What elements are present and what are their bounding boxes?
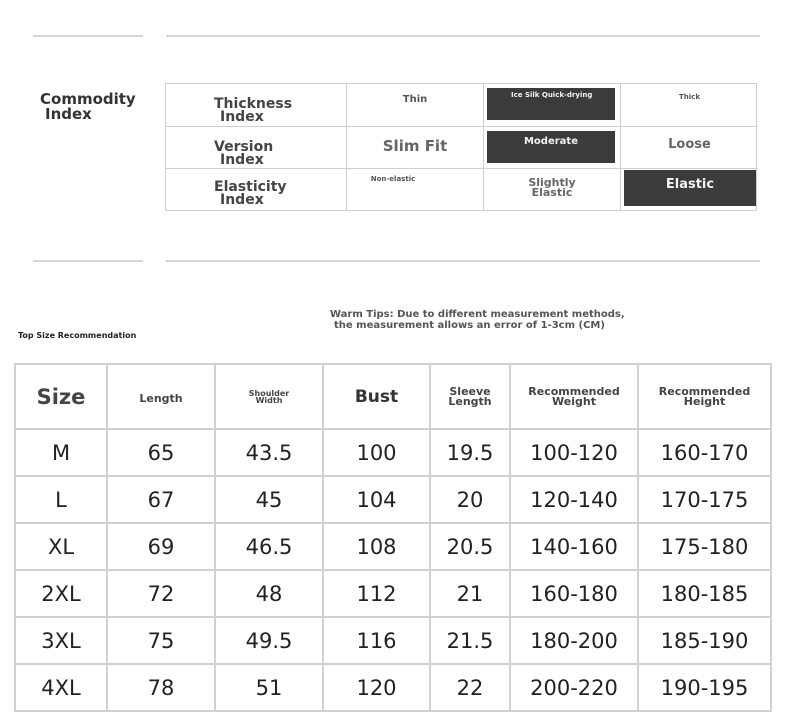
cell-sleeve-length: 20	[430, 476, 510, 523]
header-shoulder-width: Shoulder Width	[215, 364, 323, 429]
cell-bust: 116	[323, 617, 430, 664]
cell-sleeve-length: 19.5	[430, 429, 510, 476]
cell-shoulder-width: 43.5	[215, 429, 323, 476]
cell-size: XL	[15, 523, 107, 570]
cell-size: 3XL	[15, 617, 107, 664]
cell-bust: 112	[323, 570, 430, 617]
commodity-index-grid	[165, 83, 757, 211]
cell-recommended-weight: 200-220	[510, 664, 638, 711]
table-row	[15, 664, 771, 711]
elasticity-option-elastic-cell	[621, 169, 758, 210]
commodity-index-title	[40, 92, 136, 122]
commodity-index-title-line2: Index	[45, 105, 92, 123]
elasticity-option-slightly-elastic: Slightly Elastic	[484, 169, 621, 210]
header-bust: Bust	[323, 364, 430, 429]
cell-size: 4XL	[15, 664, 107, 711]
cell-bust: 100	[323, 429, 430, 476]
table-row	[15, 429, 771, 476]
cell-length: 67	[107, 476, 215, 523]
bottom-left-divider	[33, 260, 143, 262]
cell-recommended-weight: 100-120	[510, 429, 638, 476]
thickness-label-line1: Thickness	[214, 96, 293, 112]
cell-recommended-weight: 140-160	[510, 523, 638, 570]
cell-shoulder-width: 48	[215, 570, 323, 617]
thickness-label-cell	[166, 84, 347, 127]
header-sleeve-length: Sleeve Length	[430, 364, 510, 429]
elasticity-label-line2: Index	[220, 192, 264, 208]
cell-sleeve-length: 22	[430, 664, 510, 711]
header-length: Length	[107, 364, 215, 429]
cell-recommended-height: 160-170	[638, 429, 771, 476]
cell-length: 65	[107, 429, 215, 476]
table-row	[15, 617, 771, 664]
cell-recommended-height: 175-180	[638, 523, 771, 570]
version-label-cell	[166, 127, 347, 169]
cell-recommended-height: 180-185	[638, 570, 771, 617]
size-recommendation-title: Top Size Recommendation	[18, 331, 137, 340]
thickness-option-thick: Thick	[621, 84, 758, 127]
version-option-moderate-cell	[484, 127, 621, 169]
cell-sleeve-length: 21	[430, 570, 510, 617]
warm-tips-line1: Warm Tips: Due to different measurement methods,	[330, 309, 625, 320]
header-recommended-weight: Recommended Weight	[510, 364, 638, 429]
table-row	[15, 476, 771, 523]
cell-sleeve-length: 21.5	[430, 617, 510, 664]
header-recommended-height: Recommended Height	[638, 364, 771, 429]
thickness-option-ice-silk-cell	[484, 84, 621, 127]
cell-shoulder-width: 51	[215, 664, 323, 711]
cell-length: 69	[107, 523, 215, 570]
cell-length: 75	[107, 617, 215, 664]
bottom-right-divider	[166, 260, 760, 262]
cell-size: L	[15, 476, 107, 523]
warm-tips-note	[330, 309, 625, 331]
cell-shoulder-width: 46.5	[215, 523, 323, 570]
commodity-index-title-line1: Commodity	[40, 90, 136, 108]
thickness-label-line2: Index	[220, 109, 264, 125]
size-table	[14, 363, 772, 712]
cell-bust: 104	[323, 476, 430, 523]
cell-length: 78	[107, 664, 215, 711]
warm-tips-line2: the measurement allows an error of 1-3cm (CM)	[334, 320, 605, 331]
thickness-option-thin: Thin	[347, 84, 484, 127]
table-row	[15, 523, 771, 570]
cell-length: 72	[107, 570, 215, 617]
elasticity-option-non-elastic: Non-elastic	[347, 169, 484, 210]
table-row	[15, 570, 771, 617]
version-option-slim-fit: Slim Fit	[347, 127, 484, 169]
elasticity-option-elastic: Elastic	[624, 170, 756, 206]
cell-recommended-height: 190-195	[638, 664, 771, 711]
size-table-header-row	[15, 364, 771, 429]
version-option-loose: Loose	[621, 127, 758, 169]
elasticity-label-line1: Elasticity	[214, 179, 287, 195]
version-label-line1: Version	[214, 139, 274, 155]
version-option-moderate: Moderate	[487, 131, 615, 163]
elasticity-label-cell	[166, 169, 347, 210]
top-left-divider	[33, 35, 143, 37]
cell-size: M	[15, 429, 107, 476]
cell-recommended-weight: 160-180	[510, 570, 638, 617]
thickness-option-ice-silk: Ice Silk Quick-drying	[487, 88, 615, 120]
cell-recommended-height: 170-175	[638, 476, 771, 523]
cell-recommended-weight: 120-140	[510, 476, 638, 523]
cell-bust: 120	[323, 664, 430, 711]
cell-size: 2XL	[15, 570, 107, 617]
cell-recommended-height: 185-190	[638, 617, 771, 664]
cell-shoulder-width: 45	[215, 476, 323, 523]
cell-bust: 108	[323, 523, 430, 570]
cell-recommended-weight: 180-200	[510, 617, 638, 664]
cell-sleeve-length: 20.5	[430, 523, 510, 570]
header-size: Size	[15, 364, 107, 429]
version-label-line2: Index	[220, 152, 264, 168]
top-right-divider	[166, 35, 760, 37]
cell-shoulder-width: 49.5	[215, 617, 323, 664]
